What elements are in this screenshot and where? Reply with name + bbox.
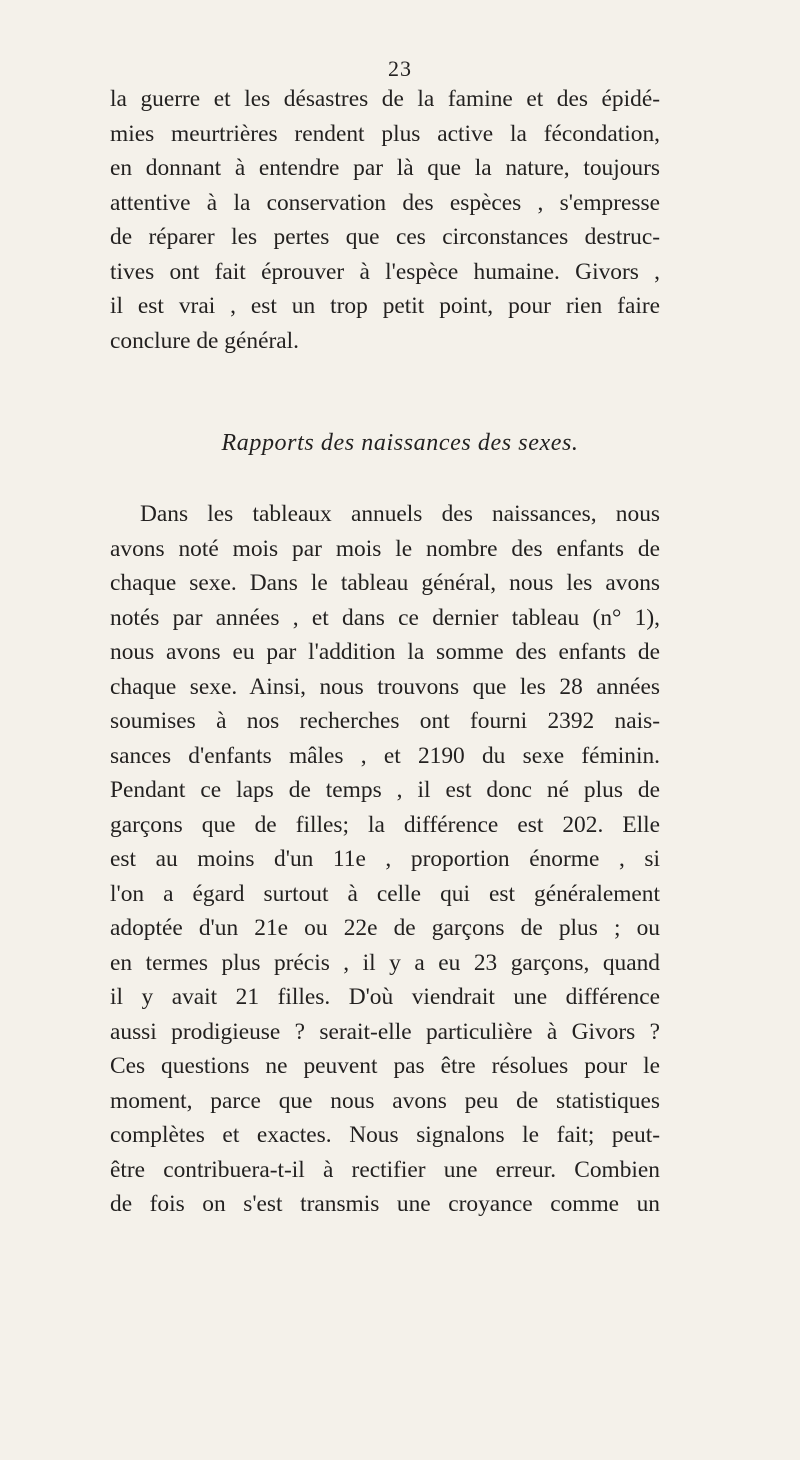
text-line: tives ont fait éprouver à l'espèce humaine. Givors ,	[110, 258, 660, 285]
text-line: attentive à la conservation des espèces , s'empresse	[110, 189, 660, 216]
text-line: la guerre et les désastres de la famine et des épidé-	[110, 86, 660, 112]
text-line: sances d'enfants mâles , et 2190 du sexe féminin.	[110, 742, 660, 769]
text-line: soumises à nos recherches ont fourni 2392 nais-	[110, 708, 660, 734]
text-line: en termes plus précis , il y a eu 23 garçons, quand	[110, 949, 660, 976]
text-line: mies meurtrières rendent plus active la fécondation,	[110, 120, 660, 147]
text-line: conclure de général.	[110, 327, 299, 354]
text-line: notés par années , et dans ce dernier tableau (n° 1),	[110, 604, 660, 631]
text-line: nous avons eu par l'addition la somme des enfants de	[110, 639, 660, 665]
text-line: en donnant à entendre par là que la nature, toujours	[110, 155, 660, 181]
text-line: moment, parce que nous avons peu de statistiques	[110, 1087, 660, 1114]
page-number: 23	[388, 56, 412, 81]
paragraph-war-and-fecundity	[110, 82, 660, 358]
text-line: Pendant ce laps de temps , il est donc né plus de	[110, 777, 660, 803]
text-line: être contribuera-t-il à rectifier une erreur. Combien	[110, 1156, 660, 1183]
text-line: Ces questions ne peuvent pas être résolues pour le	[110, 1053, 660, 1079]
text-line: il y avait 21 filles. D'où viendrait une différence	[110, 984, 660, 1010]
text-line: il est vrai , est un trop petit point, pour rien faire	[110, 293, 660, 319]
paragraph-birth-ratios	[110, 497, 660, 1222]
text-line: de réparer les pertes que ces circonstances destruc-	[110, 224, 660, 250]
text-line: est au moins d'un 11e , proportion énorme , si	[110, 846, 660, 872]
text-line: adoptée d'un 21e ou 22e de garçons de plus ; ou	[110, 915, 660, 941]
text-line: l'on a égard surtout à celle qui est généralement	[110, 880, 660, 907]
text-line: Dans les tableaux annuels des naissances, nous	[140, 501, 660, 527]
text-line: chaque sexe. Dans le tableau général, nous les avons	[110, 570, 660, 596]
text-line: chaque sexe. Ainsi, nous trouvons que les 28 années	[110, 673, 660, 700]
text-line: aussi prodigieuse ? serait-elle particulière à Givors ?	[110, 1018, 660, 1045]
text-line: garçons que de filles; la différence est 202. Elle	[110, 811, 660, 838]
text-line: de fois on s'est transmis une croyance comme un	[110, 1191, 660, 1217]
text-line: complètes et exactes. Nous signalons le fait; peut-	[110, 1122, 660, 1148]
text-line: avons noté mois par mois le nombre des enfants de	[110, 535, 660, 562]
section-heading: Rapports des naissances des sexes.	[221, 430, 579, 456]
